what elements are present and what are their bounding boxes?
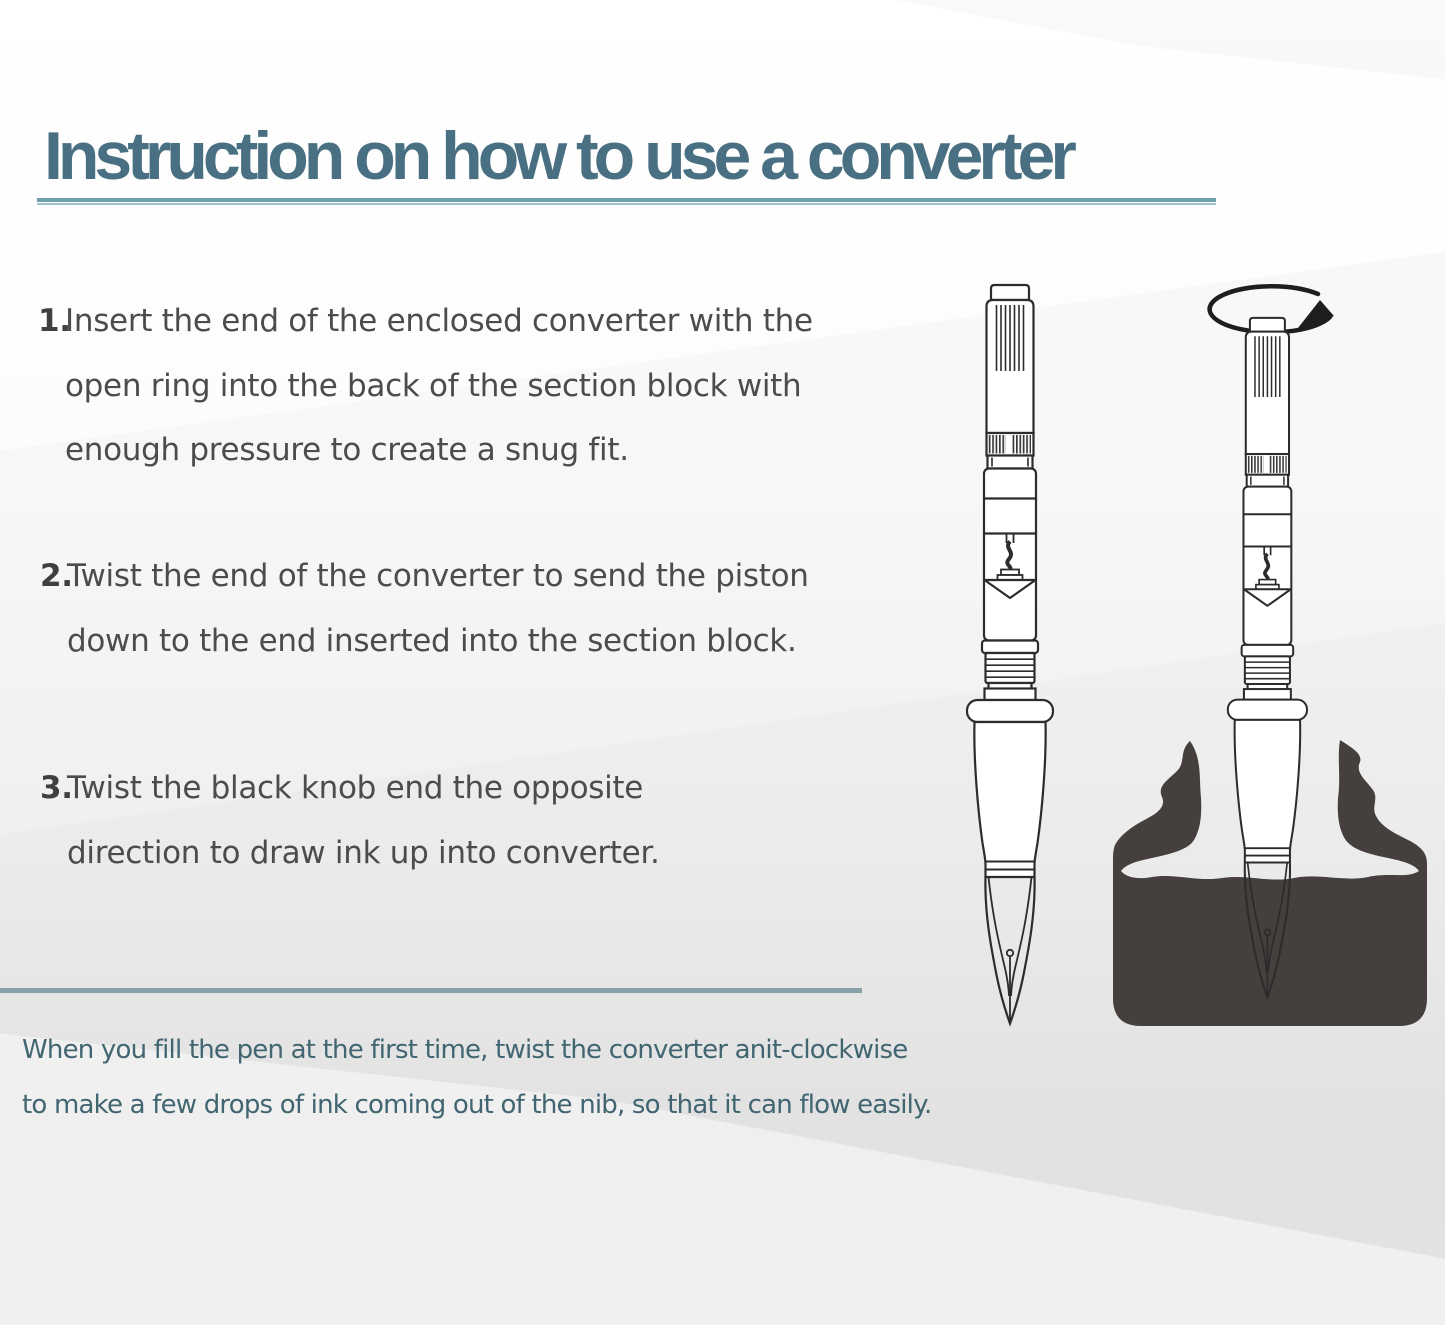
left-pen-illustration <box>967 285 1053 1024</box>
step-number: 1. <box>38 303 71 339</box>
footer-line: When you fill the pen at the first time, twist the converter anit-clockwise <box>22 1035 908 1065</box>
step-line: down to the end inserted into the section block. <box>67 622 797 659</box>
page-title: Instruction on how to use a converter <box>44 118 1072 194</box>
step-line: Insert the end of the enclosed converter with the <box>65 303 813 339</box>
step-line: open ring into the back of the section block with <box>65 367 802 404</box>
step-line: Twist the black knob end the opposite <box>67 770 644 806</box>
step-line: Twist the end of the converter to send the piston <box>67 558 809 594</box>
step-number: 3. <box>40 770 73 806</box>
step-line: direction to draw ink up into converter. <box>67 834 660 871</box>
footer-line: to make a few drops of ink coming out of the nib, so that it can flow easily. <box>22 1090 932 1120</box>
step-line: enough pressure to create a snug fit. <box>65 432 629 468</box>
step-number: 2. <box>40 558 73 594</box>
